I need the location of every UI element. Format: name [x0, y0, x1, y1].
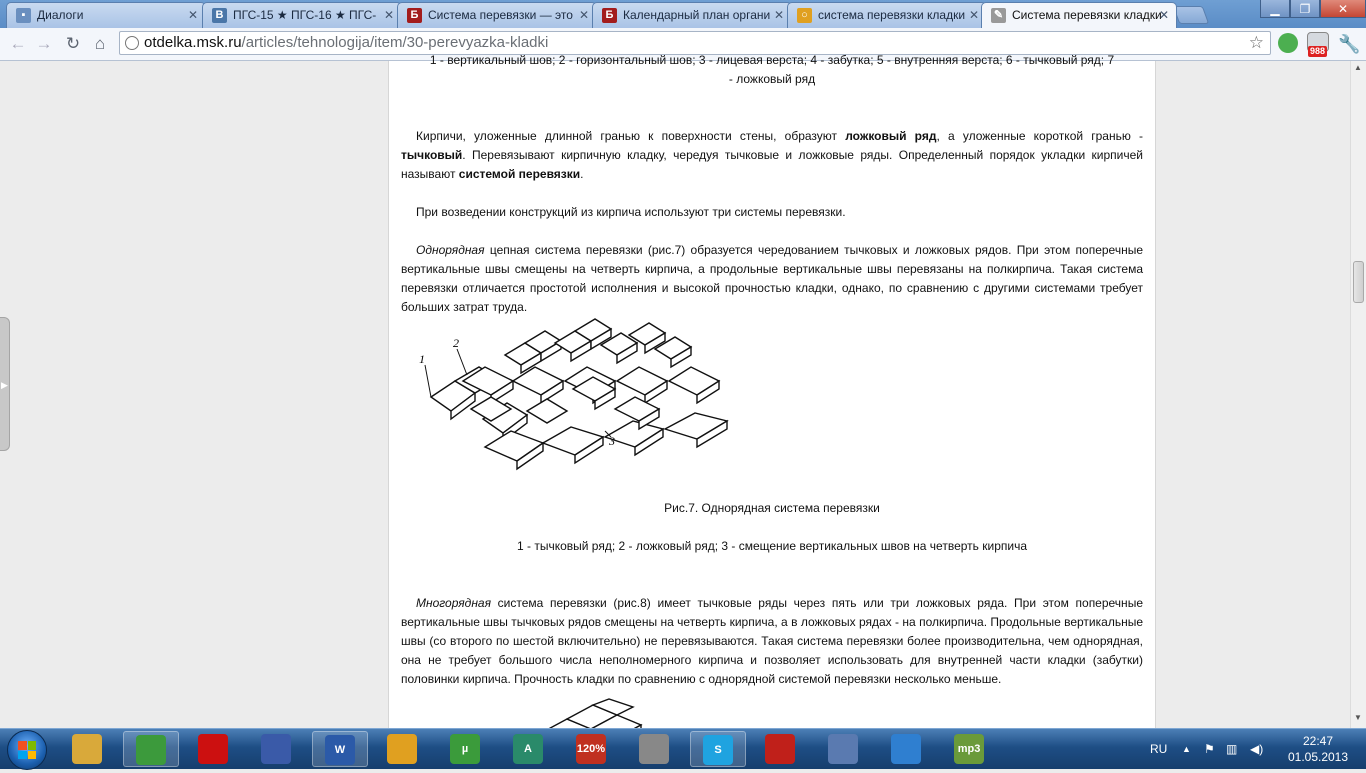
- scroll-thumb[interactable]: [1353, 261, 1364, 303]
- tab-strip: [0, 0, 1366, 28]
- taskbar-app-chrome[interactable]: [123, 731, 179, 767]
- taskbar-app-nero[interactable]: [564, 731, 620, 767]
- figure-legend-prev: 1 - вертикальный шов; 2 - горизонтальный шов; 3 - лицевая верста; 4 - забутка; 5 - внутренняя верста; 6 - тычковый ряд; 7: [429, 53, 1115, 67]
- start-button[interactable]: [7, 730, 47, 770]
- tab-4[interactable]: [787, 2, 987, 28]
- taskbar-app-mp3[interactable]: [942, 731, 998, 767]
- text: .: [580, 167, 584, 181]
- text: цепная система перевязки (рис.7) образуется чередованием тычковых и ложковых рядов. При этом поперечные вертикальные швы смещены на четверть кирпича, а продольные вертикальные швы перевязаны на полкирпича. Такая система перевязки отличается простотой исполнения и высокой прочностью кладки, однако, по сравнению с другими системами требует больших затрат труда.: [401, 243, 1143, 314]
- taskbar-app-opera[interactable]: [186, 731, 242, 767]
- page-viewport: [0, 53, 1350, 728]
- window-icon: [828, 734, 858, 764]
- clock-time: 22:47: [1302, 734, 1334, 748]
- network-tray-icon[interactable]: ▥: [1226, 742, 1238, 756]
- browser-e-icon: [891, 734, 921, 764]
- archicad-icon: [387, 734, 417, 764]
- tab-title: Диалоги: [37, 8, 84, 22]
- figure-7-brickwork: [415, 319, 745, 489]
- nero-icon: 120%: [576, 734, 606, 764]
- taskbar-app-save[interactable]: [249, 731, 305, 767]
- tab-title: Система перевязки кладки: [1012, 8, 1162, 22]
- tab-1[interactable]: [202, 2, 402, 28]
- taskbar-app-word[interactable]: [312, 731, 368, 767]
- tab-2[interactable]: [397, 2, 597, 28]
- clock-date: 01.05.2013: [1287, 750, 1349, 764]
- url-path: /articles/tehnologija/item/30-perevyazka-kladki: [241, 34, 549, 51]
- close-icon[interactable]: ✕: [187, 8, 198, 22]
- taskbar-app-dvd[interactable]: [627, 731, 683, 767]
- extension-green-icon[interactable]: [1278, 33, 1298, 53]
- figure-7-legend: 1 - тычковый ряд; 2 - ложковый ряд; 3 - смещение вертикальных швов на четверть кирпича: [517, 539, 1027, 553]
- forward-icon[interactable]: →: [35, 34, 53, 53]
- close-icon[interactable]: ✕: [578, 8, 589, 22]
- side-panel-handle[interactable]: ▶: [0, 317, 10, 451]
- article-content: [388, 53, 1156, 728]
- opera-icon: [198, 734, 228, 764]
- paragraph-single-row: [401, 241, 1143, 317]
- close-icon[interactable]: ✕: [383, 8, 394, 22]
- reload-icon[interactable]: ↻: [65, 34, 81, 53]
- taskbar-app-archicad[interactable]: [375, 731, 431, 767]
- paragraph-multi-row: [401, 594, 1143, 689]
- windows-logo-icon: [18, 741, 36, 759]
- tab-title: Календарный план органи: [623, 8, 771, 22]
- b-site-icon: Б: [407, 8, 422, 23]
- word-icon: W: [325, 735, 355, 765]
- fig7-label-1: 1: [419, 352, 425, 366]
- term-multi-row: Многорядная: [416, 596, 491, 610]
- home-icon[interactable]: ⌂: [94, 34, 106, 53]
- tab-title: система перевязки кладки: [818, 8, 966, 22]
- text: система перевязки (рис.8) имеет тычковые ряды через пять или три ложковых ряда. При этом поперечные вертикальные швы тычковых рядов смещены на четверть кирпича, а в ложковых рядах - на полкирпича. Продольные вертикальные швы (со второго по шестой включительно) не перевязываются. Такая система перевязки более производительна, чем однорядная, она не требует большого числа неполномерного кирпича и позволяет использовать для внутренней части кладки (забутки) половинки кирпича. Прочность кладки по сравнению с однорядной системой перевязки несколько меньше.: [401, 596, 1143, 686]
- url-host: otdelka.msk.ru: [144, 34, 242, 51]
- search-icon: ○: [797, 8, 812, 23]
- show-hidden-icons[interactable]: ▲: [1182, 744, 1191, 754]
- system-clock[interactable]: [1280, 729, 1356, 773]
- floppy-icon: [261, 734, 291, 764]
- figure-7-caption: Рис.7. Однорядная система перевязки: [664, 501, 880, 515]
- paragraph-brick-rows: [401, 127, 1143, 184]
- fig7-label-3: 3: [609, 434, 615, 448]
- page-info-icon[interactable]: [125, 36, 139, 50]
- close-icon[interactable]: ✕: [773, 8, 784, 22]
- figure-legend-prev-line2: - ложковый ряд: [728, 72, 816, 86]
- text: Кирпичи, уложенные длинной гранью к поверхности стены, образуют: [416, 129, 846, 143]
- skype-icon: S: [703, 735, 733, 765]
- term-stretcher-row: ложковый ряд: [845, 129, 937, 143]
- chrome-icon: [136, 735, 166, 765]
- page-scrollbar[interactable]: [1350, 61, 1366, 728]
- taskbar-app-ie[interactable]: [879, 731, 935, 767]
- tab-0[interactable]: [6, 2, 206, 28]
- wrench-menu-icon[interactable]: 🔧: [1338, 34, 1361, 54]
- mp3-icon: mp3: [954, 734, 984, 764]
- windows-taskbar: [0, 728, 1366, 769]
- taskbar-app-explorer[interactable]: [60, 731, 116, 767]
- close-icon[interactable]: ✕: [968, 8, 979, 22]
- term-bonding-system: системой перевязки: [458, 167, 581, 181]
- bookmark-star-icon[interactable]: ☆: [1248, 33, 1264, 52]
- scroll-up-icon[interactable]: ▲: [1354, 63, 1362, 72]
- term-single-row: Однорядная: [416, 243, 485, 257]
- volume-tray-icon[interactable]: ◀): [1250, 742, 1264, 756]
- autocad-icon: A: [513, 734, 543, 764]
- disc-icon: [639, 734, 669, 764]
- close-window-button[interactable]: ✕: [1320, 0, 1366, 18]
- fig7-label-2: 2: [453, 336, 459, 350]
- tab-title: Система перевязки — это: [428, 8, 573, 22]
- scroll-down-icon[interactable]: ▼: [1354, 713, 1362, 722]
- paragraph-three-systems: При возведении конструкций из кирпича используют три системы перевязки.: [416, 205, 846, 219]
- close-icon[interactable]: ✕: [1158, 8, 1169, 22]
- text: , а уложенные короткой гранью -: [936, 129, 1144, 143]
- new-tab-button[interactable]: [1173, 6, 1210, 24]
- pdf-icon: [765, 734, 795, 764]
- b-site-icon: Б: [602, 8, 617, 23]
- minimize-button[interactable]: ▁: [1260, 0, 1290, 18]
- tab-title: ПГС-15 ★ ПГС-16 ★ ПГС-: [233, 8, 377, 22]
- taskbar-app-outlook[interactable]: [816, 731, 872, 767]
- extension-badge: 988: [1310, 46, 1326, 56]
- text: . Перевязывают кирпичную кладку, чередуя тычковые и ложковые ряды. Определенный порядок укладки кирпичей называют: [401, 148, 1143, 181]
- taskbar-app-skype[interactable]: [690, 731, 746, 767]
- tab-5-active[interactable]: [981, 2, 1177, 28]
- maximize-button[interactable]: ❐: [1290, 0, 1320, 18]
- term-header-row: тычковый: [401, 148, 463, 162]
- taskbar-app-autocad[interactable]: [501, 731, 557, 767]
- tab-3[interactable]: [592, 2, 792, 28]
- vk-icon: В: [212, 8, 227, 23]
- flag-tray-icon[interactable]: ⚑: [1204, 742, 1215, 756]
- taskbar-app-utorrent[interactable]: [438, 731, 494, 767]
- utorrent-icon: µ: [450, 734, 480, 764]
- language-indicator[interactable]: RU: [1150, 742, 1168, 756]
- taskbar-app-acrobat[interactable]: [753, 731, 809, 767]
- back-icon[interactable]: ←: [9, 34, 27, 53]
- chat-icon: ▪: [16, 8, 31, 23]
- folder-icon: [72, 734, 102, 764]
- trowel-icon: ✎: [991, 8, 1006, 23]
